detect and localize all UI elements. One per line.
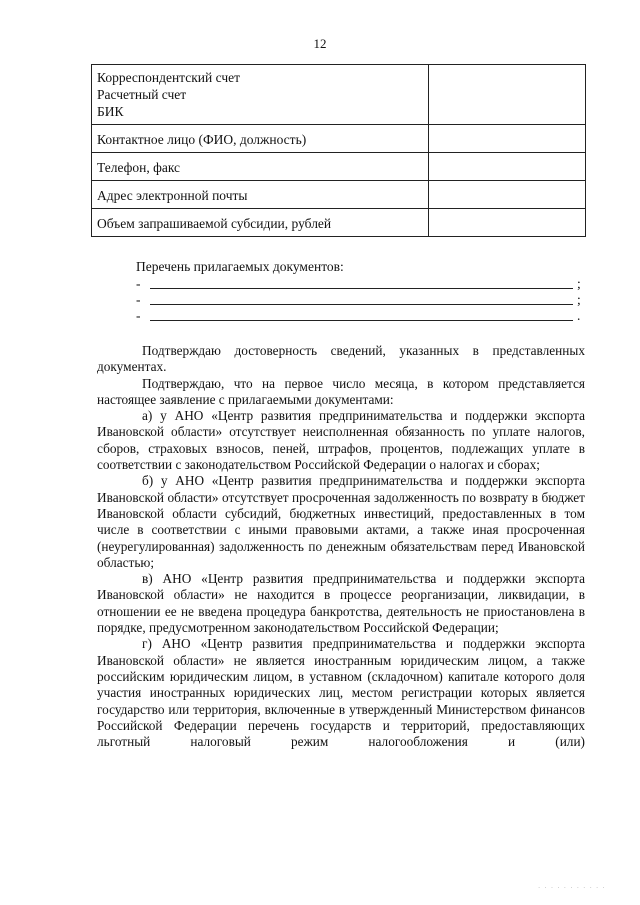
confirmation-text <box>97 343 585 750</box>
label-line: Адрес электронной почты <box>97 188 248 203</box>
table-label-cell <box>92 209 429 237</box>
blank-line <box>150 288 573 289</box>
applicant-details-table <box>91 64 586 237</box>
list-terminator: . <box>577 308 581 323</box>
table-value-cell <box>429 153 586 181</box>
table-value-cell <box>429 125 586 153</box>
table-value-cell <box>429 209 586 237</box>
label-line: Контактное лицо (ФИО, должность) <box>97 132 307 147</box>
scan-artifact: · · · · · · · · · · · <box>538 884 606 892</box>
table-row <box>92 209 586 237</box>
table-value-cell <box>429 65 586 125</box>
table-row <box>92 125 586 153</box>
table-row <box>92 65 586 125</box>
label-line: БИК <box>97 104 124 119</box>
blank-line <box>150 320 573 321</box>
table-label-cell <box>92 125 429 153</box>
list-terminator: ; <box>577 276 581 291</box>
list-dash: - <box>136 276 141 291</box>
attachment-item <box>91 276 587 292</box>
table-row <box>92 181 586 209</box>
table-label-cell <box>92 65 429 125</box>
list-dash: - <box>136 292 141 307</box>
label-line: Корреспондентский счет <box>97 70 241 85</box>
attachments-list <box>91 258 587 324</box>
paragraph: в) АНО «Центр развития предпринимательства и поддержки экспорта Ивановской области» не находится в процессе реорганизации, ликвидации, в отношении ее не введена процедура банкротства, деятельность не приостановлена в порядке, предусмотренном законодательством Российской Федерации; <box>97 571 585 636</box>
table-row <box>92 153 586 181</box>
page-number: 12 <box>313 36 327 51</box>
label-line: Объем запрашиваемой субсидии, рублей <box>97 216 332 231</box>
blank-line <box>150 304 573 305</box>
attachment-item <box>91 292 587 308</box>
table-value-cell <box>429 181 586 209</box>
label-line: Расчетный счет <box>97 87 187 102</box>
list-terminator: ; <box>577 292 581 307</box>
paragraph: г) АНО «Центр развития предпринимательства и поддержки экспорта Ивановской области» не является иностранным юридическим лицом, а также российским юридическим лицом, в уставном (складочном) капитале которого доля участия иностранных юридических лиц, местом регистрации которых является государство или территория, включенные в утвержденный Министерством финансов Российской Федерации перечень государств и территорий, предоставляющих льготный налоговый режим налогообложения и (или) <box>97 636 585 750</box>
table-label-cell <box>92 181 429 209</box>
list-dash: - <box>136 308 141 323</box>
paragraph: Подтверждаю, что на первое число месяца, в котором представляется настоящее заявление с прилагаемыми документами: <box>97 375 585 407</box>
paragraph: а) у АНО «Центр развития предпринимательства и поддержки экспорта Ивановской области» отсутствует неисполненная обязанность по уплате налогов, сборов, страховых взносов, пеней, штрафов, процентов, подлежащих уплате в соответствии с законодательством Российской Федерации о налогах и сборах; <box>97 408 585 473</box>
attachments-heading: Перечень прилагаемых документов: <box>136 259 344 274</box>
table-label-cell <box>92 153 429 181</box>
attachment-item <box>91 308 587 324</box>
label-line: Телефон, факс <box>97 160 181 175</box>
paragraph: Подтверждаю достоверность сведений, указанных в представленных документах. <box>97 343 585 375</box>
paragraph: б) у АНО «Центр развития предпринимательства и поддержки экспорта Ивановской области» отсутствует просроченная задолженность по возврату в бюджет Ивановской области субсидий, бюджетных инвестиций, предоставленных в том числе в соответствии с иными правовыми актами, а также иная просроченная (неурегулированная) задолженность по денежным обязательствам перед Ивановской областью; <box>97 473 585 570</box>
